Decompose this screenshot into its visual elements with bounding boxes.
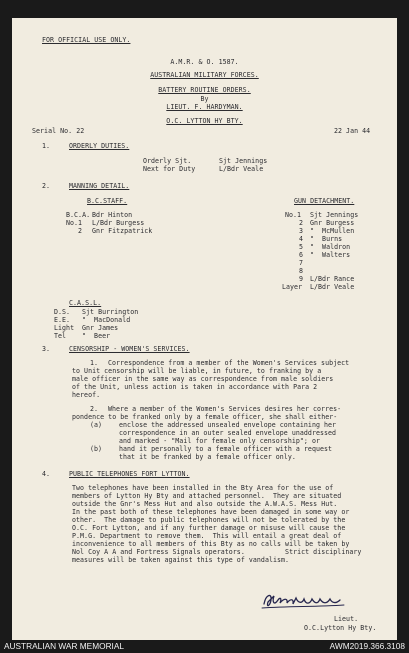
section-title: MANNING DETAIL. xyxy=(69,182,130,190)
paragraph-line: to Unit censorship will be liable, in future, to franking by a xyxy=(72,367,322,375)
staff-position: 2 xyxy=(78,227,83,235)
paragraph-line: In the past both of these telephones have been damaged in some way or xyxy=(72,508,350,516)
document-title: BATTERY ROUTINE ORDERS. xyxy=(158,86,251,94)
paragraph-number: 1. xyxy=(90,359,99,367)
section-number: 3. xyxy=(42,345,51,353)
casl-name: Sjt Burrington xyxy=(82,308,139,316)
section-title: ORDERLY DUTIES. xyxy=(69,142,130,150)
list-line: correspondence in an outer sealed envelope unaddressed xyxy=(119,429,337,437)
archive-reference: AWM2019.366.3108 xyxy=(329,641,405,651)
document-page xyxy=(12,18,397,640)
list-line: that it be franked by a female officer only. xyxy=(119,453,296,461)
casl-name: Gnr James xyxy=(82,324,119,332)
paragraph-line: outside the Gnr's Mess Hut and also outside the A.W.A.S. Mess Hut. xyxy=(72,500,338,508)
paragraph-number: 2. xyxy=(90,405,99,413)
list-line: enclose the addressed unsealed envelope containing her xyxy=(119,421,337,429)
gun-crew-name: " Walters xyxy=(310,251,351,259)
list-marker: (b) xyxy=(90,445,103,453)
reference: A.M.R. & O. 1587. xyxy=(170,58,239,66)
gun-position: 9 xyxy=(299,275,304,283)
paragraph-line: measures will be taken against this type of vandalism. xyxy=(72,556,290,564)
list-line: and marked - "Mail for female only censorship"; or xyxy=(119,437,320,445)
list-marker: (a) xyxy=(90,421,103,429)
paragraph-line: inconvenience to all members of this Bty as no calls will be taken by xyxy=(72,540,350,548)
staff-name: L/Bdr Burgess xyxy=(92,219,145,227)
casl-name: " MacDonald xyxy=(82,316,131,324)
gun-position: 3 xyxy=(299,227,304,235)
organisation: AUSTRALIAN MILITARY FORCES. xyxy=(150,71,259,79)
section-number: 2. xyxy=(42,182,51,190)
staff-name: Gnr Fitzpatrick xyxy=(92,227,153,235)
section-title: CENSORSHIP - WOMEN'S SERVICES. xyxy=(69,345,190,353)
serial-number: Serial No. 22 xyxy=(32,127,85,135)
by-line: By xyxy=(200,95,209,103)
duty-name: Sjt Jennings xyxy=(219,157,268,165)
casl-name: " Beer xyxy=(82,332,111,340)
paragraph-line: Nol Coy A A and Fortress Signals operators. Strict disciplinary xyxy=(72,548,362,556)
serial-date: 22 Jan 44 xyxy=(334,127,371,135)
gun-position: Layer xyxy=(282,283,303,291)
paragraph-line: pondence to be franked only by a female officer, she shall either- xyxy=(72,413,338,421)
section-number: 1. xyxy=(42,142,51,150)
paragraph-line: male officer in the same way as correspondence from male soldiers xyxy=(72,375,334,383)
duty-role: Next for Duty xyxy=(143,165,196,173)
duty-name: L/Bdr Veale xyxy=(219,165,264,173)
subsection-title: C.A.S.L. xyxy=(69,299,102,307)
gun-position: 8 xyxy=(299,267,304,275)
gun-position: 2 xyxy=(299,219,304,227)
section-title: PUBLIC TELEPHONES FORT LYTTON. xyxy=(69,470,190,478)
staff-position: B.C.A. xyxy=(66,211,91,219)
gun-position: 7 xyxy=(299,259,304,267)
paragraph-line: P.M.G. Department to remove them. This will entail a great deal of xyxy=(72,532,342,540)
paragraph-line: members of Lytton Hy Bty and attached personnel. They are situated xyxy=(72,492,342,500)
gun-position: No.1 xyxy=(285,211,302,219)
archive-footer xyxy=(0,640,409,653)
gun-crew-name: Sjt Jennings xyxy=(310,211,359,219)
list-line: hand it personally to a female officer with a request xyxy=(119,445,333,453)
handwritten-signature xyxy=(260,590,350,612)
subsection-title: GUN DETACHMENT. xyxy=(294,197,355,205)
paragraph-line: Correspondence from a member of the Women's Services subject xyxy=(108,359,350,367)
gun-position: 5 xyxy=(299,243,304,251)
gun-crew-name: L/Bdr Veale xyxy=(310,283,355,291)
gun-position: 6 xyxy=(299,251,304,259)
paragraph-line: hereof. xyxy=(72,391,101,399)
casl-position: Light xyxy=(54,324,75,332)
duty-role: Orderly Sjt. xyxy=(143,157,192,165)
gun-crew-name: L/Bdr Rance xyxy=(310,275,355,283)
staff-name: Bdr Hinton xyxy=(92,211,133,219)
officer: LIEUT. F. HARDYMAN. xyxy=(166,103,243,111)
signature-unit: O.C.Lytton Hy Bty. xyxy=(304,624,377,632)
section-number: 4. xyxy=(42,470,51,478)
gun-crew-name: " McMullen xyxy=(310,227,355,235)
gun-position: 4 xyxy=(299,235,304,243)
paragraph-line: O.C. Fort Lytton, and if any further damage or misuse will cause the xyxy=(72,524,346,532)
signature-rank: Lieut. xyxy=(334,615,359,623)
paragraph-line: other. The damage to public telephones will not be tolerated by the xyxy=(72,516,346,524)
paragraph-line: Two telephones have been installed in the Bty Area for the use of xyxy=(72,484,334,492)
paragraph-line: Where a member of the Women's Services desires her corres- xyxy=(108,405,342,413)
official-use-heading: FOR OFFICIAL USE ONLY. xyxy=(42,36,131,44)
subsection-title: B.C.STAFF. xyxy=(87,197,128,205)
casl-position: D.S. xyxy=(54,308,71,316)
unit: O.C. LYTTON HY BTY. xyxy=(166,117,243,125)
staff-position: No.1 xyxy=(66,219,83,227)
paragraph-line: of the Unit, unless action is taken in accordance with Para 2 xyxy=(72,383,318,391)
casl-position: E.E. xyxy=(54,316,71,324)
gun-crew-name: " Burns xyxy=(310,235,343,243)
archive-name: AUSTRALIAN WAR MEMORIAL xyxy=(4,641,125,651)
casl-position: Tel xyxy=(54,332,67,340)
gun-crew-name: " Waldron xyxy=(310,243,351,251)
gun-crew-name: Gnr Burgess xyxy=(310,219,355,227)
